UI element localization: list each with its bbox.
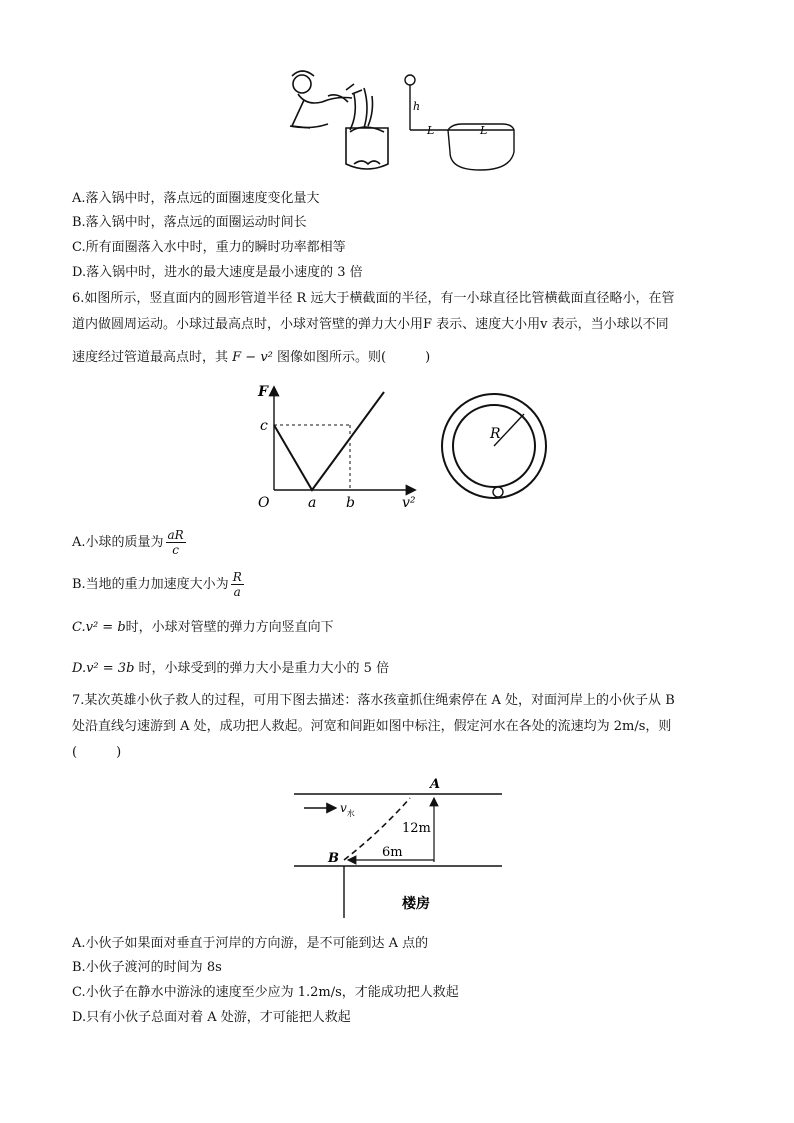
- q6-stem-1: 6.如图所示，竖直面内的圆形管道半径 R 远大于横截面的半径，有一小球直径比管横截面直径略小，在管: [72, 291, 675, 306]
- q6-stem-3-formula: F − v²: [232, 350, 273, 365]
- q7-stem-2: 处沿直线匀速游到 A 处，成功把人救起。河宽和间距如图中标注，假定河水在各处的流速均为 2m/s，则: [72, 719, 672, 734]
- q6-option-c-text: 时，小球对管壁的弹力方向竖直向下: [125, 620, 334, 635]
- q6-option-b: [72, 568, 246, 602]
- q6-option-a-prefix: A.小球的质量为: [72, 535, 164, 550]
- graph-y-label: F: [258, 384, 268, 400]
- q7-option-b: B.小伙子渡河的时间为 8s: [72, 960, 222, 975]
- q5-option-d: D.落入锅中时，进水的最大速度是最小速度的 3 倍: [72, 265, 363, 280]
- q6-option-b-den: a: [233, 585, 241, 599]
- point-b: B: [328, 851, 339, 866]
- q6-graph: [252, 380, 424, 512]
- graph-tick-c: c: [260, 418, 268, 434]
- q6-option-a: [72, 526, 188, 560]
- flow-label-v: v: [340, 801, 347, 815]
- q6-option-c-formula: C.v² = b: [72, 620, 126, 635]
- flow-label: [340, 801, 355, 818]
- q6-tube: [438, 384, 550, 512]
- cook-illustration: [290, 71, 388, 169]
- q7-option-a: A.小伙子如果面对垂直于河岸的方向游，是不可能到达 A 点的: [72, 936, 429, 951]
- graph-line: [274, 392, 384, 490]
- q6-stem-3: [72, 350, 430, 366]
- q6-option-a-frac: [166, 528, 186, 557]
- q6-option-d-text: 时，小球受到的弹力大小是重力大小的 5 倍: [134, 661, 390, 676]
- q6-option-b-prefix: B.当地的重力加速度大小为: [72, 577, 229, 592]
- q6-option-d-formula: D.v² = 3b: [72, 661, 135, 676]
- q6-option-c: [72, 620, 334, 636]
- q7-stem-3: ( ): [72, 745, 122, 760]
- q6-stem-3-suffix: 图像如图所示。则( ): [272, 350, 431, 365]
- q6-option-a-num: aR: [167, 528, 184, 542]
- throw-schematic: [405, 75, 514, 170]
- q7-option-d: D.只有小伙子总面对着 A 处游，才可能把人救起: [72, 1010, 351, 1025]
- q5-option-b: B.落入锅中时，落点远的面圈运动时间长: [72, 215, 307, 230]
- q6-option-b-frac: [231, 570, 244, 599]
- q5-option-c: C.所有面圈落入水中时，重力的瞬时功率都相等: [72, 240, 346, 255]
- building-label: 楼房: [402, 896, 430, 912]
- graph-tick-a: a: [308, 495, 317, 511]
- ball: [493, 487, 503, 497]
- label-h: h: [413, 100, 421, 113]
- width-label: 12m: [402, 821, 431, 836]
- q5-option-a: A.落入锅中时，落点远的面圈速度变化量大: [72, 191, 320, 206]
- graph-x-label: v²: [402, 495, 416, 511]
- flow-label-sub: 水: [346, 809, 355, 818]
- q5-figure: [284, 66, 520, 178]
- graph-tick-b: b: [346, 495, 355, 511]
- label-L1: L: [427, 124, 435, 137]
- q7-figure: [290, 772, 506, 922]
- q7-option-c: C.小伙子在静水中游泳的速度至少应为 1.2m/s，才能成功把人救起: [72, 985, 459, 1000]
- q6-stem-2: 道内做圆周运动。小球过最高点时，小球对管壁的弹力大小用F 表示、速度大小用v 表示，当小球以不同: [72, 317, 669, 332]
- radius-label: R: [490, 426, 501, 442]
- q6-stem-3-prefix: 速度经过管道最高点时，其: [72, 350, 233, 365]
- point-a: A: [430, 777, 441, 792]
- q6-option-a-den: c: [172, 543, 179, 557]
- label-L2: L: [480, 124, 488, 137]
- q7-stem-1: 7.某次英雄小伙子救人的过程，可用下图去描述：落水孩童抓住绳索停在 A 处，对面河岸上的小伙子从 B: [72, 693, 675, 708]
- q6-option-b-num: R: [232, 570, 242, 584]
- graph-origin: O: [258, 495, 270, 511]
- q6-option-d: [72, 661, 389, 677]
- distance-label: 6m: [382, 845, 403, 860]
